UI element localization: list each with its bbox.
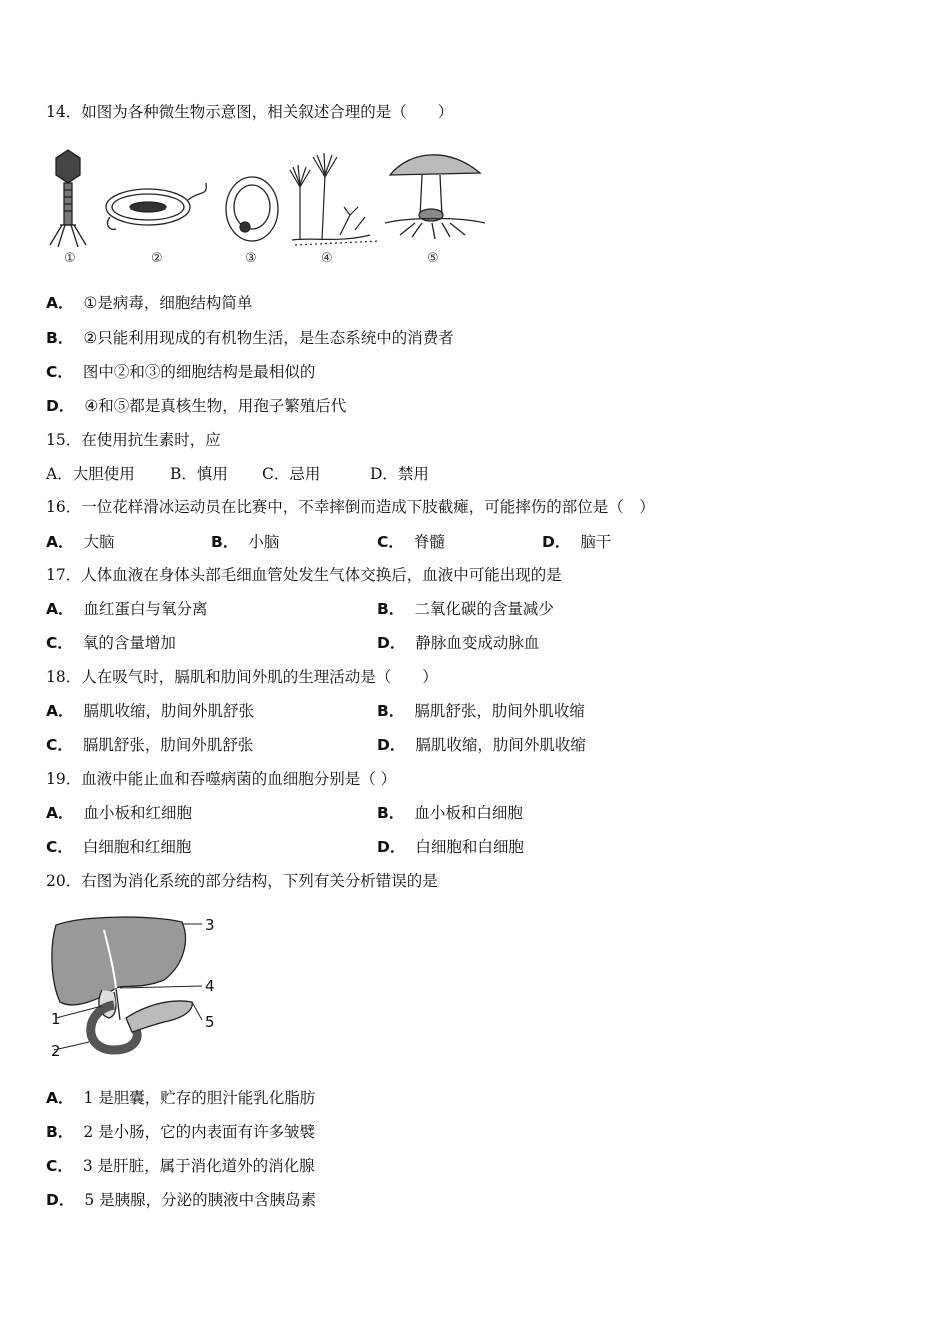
q20-option-c: C． 3 是肝脏，属于消化道外的消化腺: [46, 1157, 315, 1175]
figure-label-2: ②: [151, 251, 163, 266]
q17-option-d: D． 静脉血变成动脉血: [377, 634, 540, 652]
figure-label-3: 3: [205, 916, 215, 934]
q20-option-a: A． 1 是胆囊，贮存的胆汁能乳化脂肪: [46, 1089, 316, 1107]
q18-option-a: A． 膈肌收缩，肋间外肌舒张: [46, 702, 255, 720]
q17-stem: 17．人体血液在身体头部毛细血管处发生气体交换后，血液中可能出现的是: [46, 566, 562, 584]
figure-label-2: 2: [51, 1042, 61, 1060]
yeast-illustration: [226, 177, 278, 241]
q18-option-b: B． 膈肌舒张，肋间外肌收缩: [377, 702, 585, 720]
q16-option-a: A． 大脑: [46, 533, 115, 551]
mushroom-illustration: [385, 155, 485, 239]
q14-stem: 14．如图为各种微生物示意图，相关叙述合理的是（ ）: [46, 103, 454, 121]
q14-option-c: C． 图中②和③的细胞结构是最相似的: [46, 363, 316, 381]
q20-option-b: B． 2 是小肠，它的内表面有许多皱襞: [46, 1123, 316, 1141]
figure-label-3: ③: [245, 251, 257, 266]
q15-option-d: D．禁用: [370, 465, 429, 483]
q17-option-c: C． 氧的含量增加: [46, 634, 176, 652]
q15-option-c: C．忌用: [262, 465, 321, 483]
q18-stem: 18．人在吸气时，膈肌和肋间外肌的生理活动是（ ）: [46, 668, 438, 686]
bacteriophage-illustration: [50, 150, 86, 247]
penicillium-illustration: [290, 153, 380, 245]
figure-label-5: 5: [205, 1013, 215, 1031]
q19-option-a: A． 血小板和红细胞: [46, 804, 193, 822]
q14-option-a: A． ①是病毒，细胞结构简单: [46, 294, 253, 312]
digestive-system-figure: [44, 910, 204, 1060]
q18-option-d: D． 膈肌收缩，肋间外肌收缩: [377, 736, 586, 754]
q19-option-d: D． 白细胞和白细胞: [377, 838, 524, 856]
q15-option-b: B．慎用: [170, 465, 228, 483]
q16-option-c: C． 脊髓: [377, 533, 445, 551]
q19-stem: 19．血液中能止血和吞噬病菌的血细胞分别是（ ）: [46, 770, 397, 788]
q16-option-b: B． 小脑: [211, 533, 280, 551]
microorganism-figure: [40, 145, 490, 273]
q15-stem: 15．在使用抗生素时，应: [46, 431, 221, 449]
q17-option-b: B． 二氧化碳的含量减少: [377, 600, 554, 618]
q18-option-c: C． 膈肌舒张，肋间外肌舒张: [46, 736, 254, 754]
q16-option-d: D． 脑干: [542, 533, 612, 551]
figure-label-1: 1: [51, 1010, 61, 1028]
q14-option-b: B． ②只能利用现成的有机物生活，是生态系统中的消费者: [46, 329, 454, 347]
q16-stem: 16．一位花样滑冰运动员在比赛中，不幸摔倒而造成下肢截瘫，可能摔伤的部位是（ ）: [46, 498, 655, 516]
q14-option-d: D． ④和⑤都是真核生物，用孢子繁殖后代: [46, 397, 347, 415]
q20-stem: 20．右图为消化系统的部分结构，下列有关分析错误的是: [46, 872, 438, 890]
bacterium-illustration: [106, 183, 206, 229]
q17-option-a: A． 血红蛋白与氧分离: [46, 600, 208, 618]
q19-option-c: C． 白细胞和红细胞: [46, 838, 192, 856]
figure-label-1: ①: [64, 251, 76, 266]
q20-option-d: D． 5 是胰腺，分泌的胰液中含胰岛素: [46, 1191, 317, 1209]
figure-label-4: ④: [321, 251, 333, 266]
q19-option-b: B． 血小板和白细胞: [377, 804, 523, 822]
q15-option-a: A．大胆使用: [46, 465, 135, 483]
figure-label-4: 4: [205, 977, 215, 995]
figure-label-5: ⑤: [427, 251, 439, 266]
